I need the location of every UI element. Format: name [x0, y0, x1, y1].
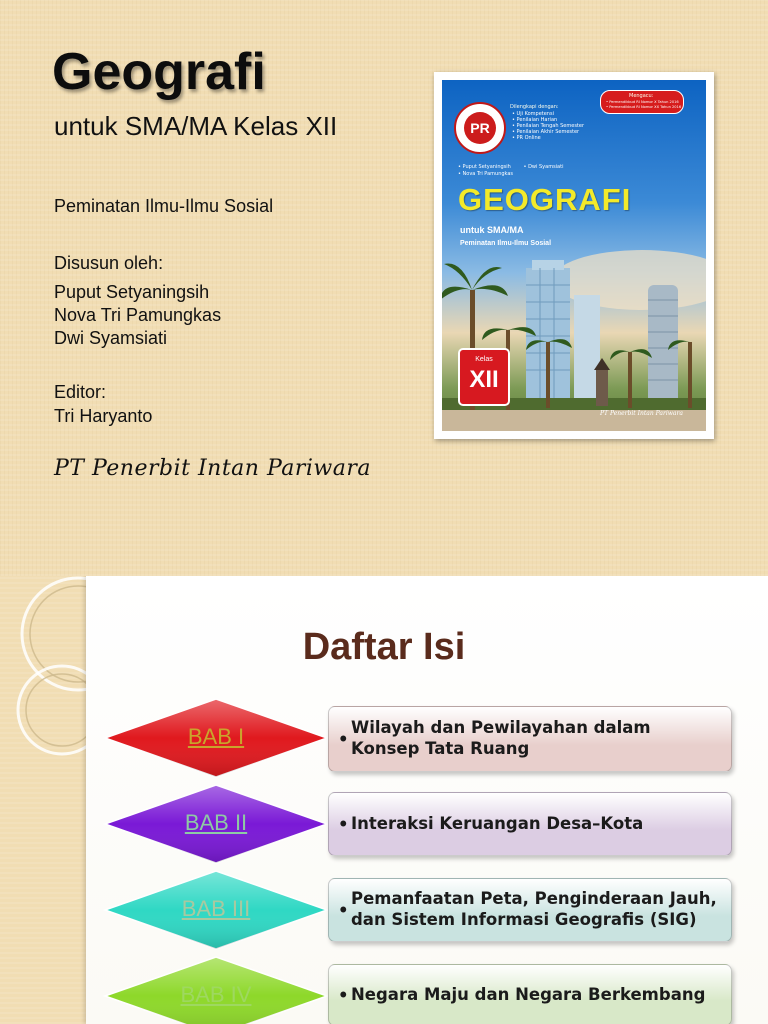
editor-label: Editor:: [54, 382, 107, 402]
bullet-icon: •: [338, 985, 349, 1005]
authors-label: Disusun oleh:: [54, 253, 164, 273]
bullet-icon: •: [338, 729, 349, 749]
cover-badge-line: • Permendikbud RI Nomor XX Tahun 2016: [606, 105, 682, 109]
chapter-diamond[interactable]: [102, 782, 330, 866]
bullet-icon: •: [338, 900, 349, 920]
logo-text: PR: [464, 112, 496, 144]
chapter-diamond[interactable]: [102, 954, 330, 1024]
table-of-contents-slide: [0, 576, 768, 1024]
editor-name: Tri Haryanto: [54, 406, 153, 426]
chapter-title: Pemanfaatan Peta, Penginderaan Jauh, dan Sistem Informasi Geografis (SIG): [351, 889, 717, 929]
bullet-icon: •: [338, 814, 349, 834]
chapter-diamond[interactable]: [102, 696, 330, 780]
peminatan-text: Peminatan Ilmu-Ilmu Sosial: [54, 196, 274, 216]
cover-badge-line: • Permendikbud RI Nomor X Tahun 2016: [606, 100, 679, 104]
cover-subtitle: untuk SMA/MA: [460, 225, 524, 235]
kelas-badge: [458, 348, 510, 406]
author-name: Dwi Syamsiati: [54, 328, 168, 348]
cover-feature: • Uji Kompetensi: [512, 111, 554, 117]
author-name: Nova Tri Pamungkas: [54, 305, 222, 325]
kelas-number: XII: [469, 366, 499, 393]
book-title: Geografi: [52, 43, 266, 101]
chapter-label[interactable]: BAB I: [187, 724, 245, 749]
book-subtitle: untuk SMA/MA Kelas XII: [54, 111, 338, 141]
chapter-label[interactable]: BAB III: [181, 896, 251, 921]
chapter-diamond[interactable]: [102, 868, 330, 952]
cover-feature: • Penilaian Tengah Semester: [512, 123, 585, 129]
author-name: Puput Setyaningsih: [54, 282, 210, 302]
book-cover-image: [434, 72, 714, 439]
cover-badge-title: Mengacu:: [629, 93, 654, 99]
cover-features-title: Dilengkapi dengan:: [510, 104, 559, 110]
publisher-logo: [454, 102, 506, 154]
cover-title: GEOGRAFI: [458, 182, 632, 217]
chapter-label[interactable]: BAB II: [184, 810, 248, 835]
cover-authors: • Puput Setyaningsih • Dwi Syamsiati: [458, 164, 564, 170]
publisher-name: PT Penerbit Intan Pariwara: [54, 456, 372, 481]
cover-feature: • PR Online: [512, 135, 541, 141]
cover-feature: • Penilaian Harian: [512, 117, 558, 123]
chapter-box[interactable]: [328, 792, 732, 856]
cover-badge: [600, 90, 684, 114]
chapter-title: Negara Maju dan Negara Berkembang: [351, 984, 706, 1004]
cover-peminatan: Peminatan Ilmu-Ilmu Sosial: [460, 240, 552, 247]
book-cover: [442, 80, 706, 431]
chapter-title: Interaksi Keruangan Desa–Kota: [351, 813, 644, 833]
chapter-label[interactable]: BAB IV: [180, 982, 252, 1007]
chapter-box[interactable]: [328, 706, 732, 772]
cover-publisher: PT Penerbit Intan Pariwara: [600, 410, 683, 417]
cover-authors: • Nova Tri Pamungkas: [458, 171, 514, 177]
chapter-box[interactable]: [328, 878, 732, 942]
kelas-label: Kelas: [475, 356, 493, 363]
chapter-box[interactable]: [328, 964, 732, 1024]
chapter-title: Wilayah dan Pewilayahan dalam Konsep Tata Ruang: [351, 718, 651, 758]
cover-feature: • Penilaian Akhir Semester: [512, 129, 580, 135]
toc-title: Daftar Isi: [302, 626, 466, 668]
